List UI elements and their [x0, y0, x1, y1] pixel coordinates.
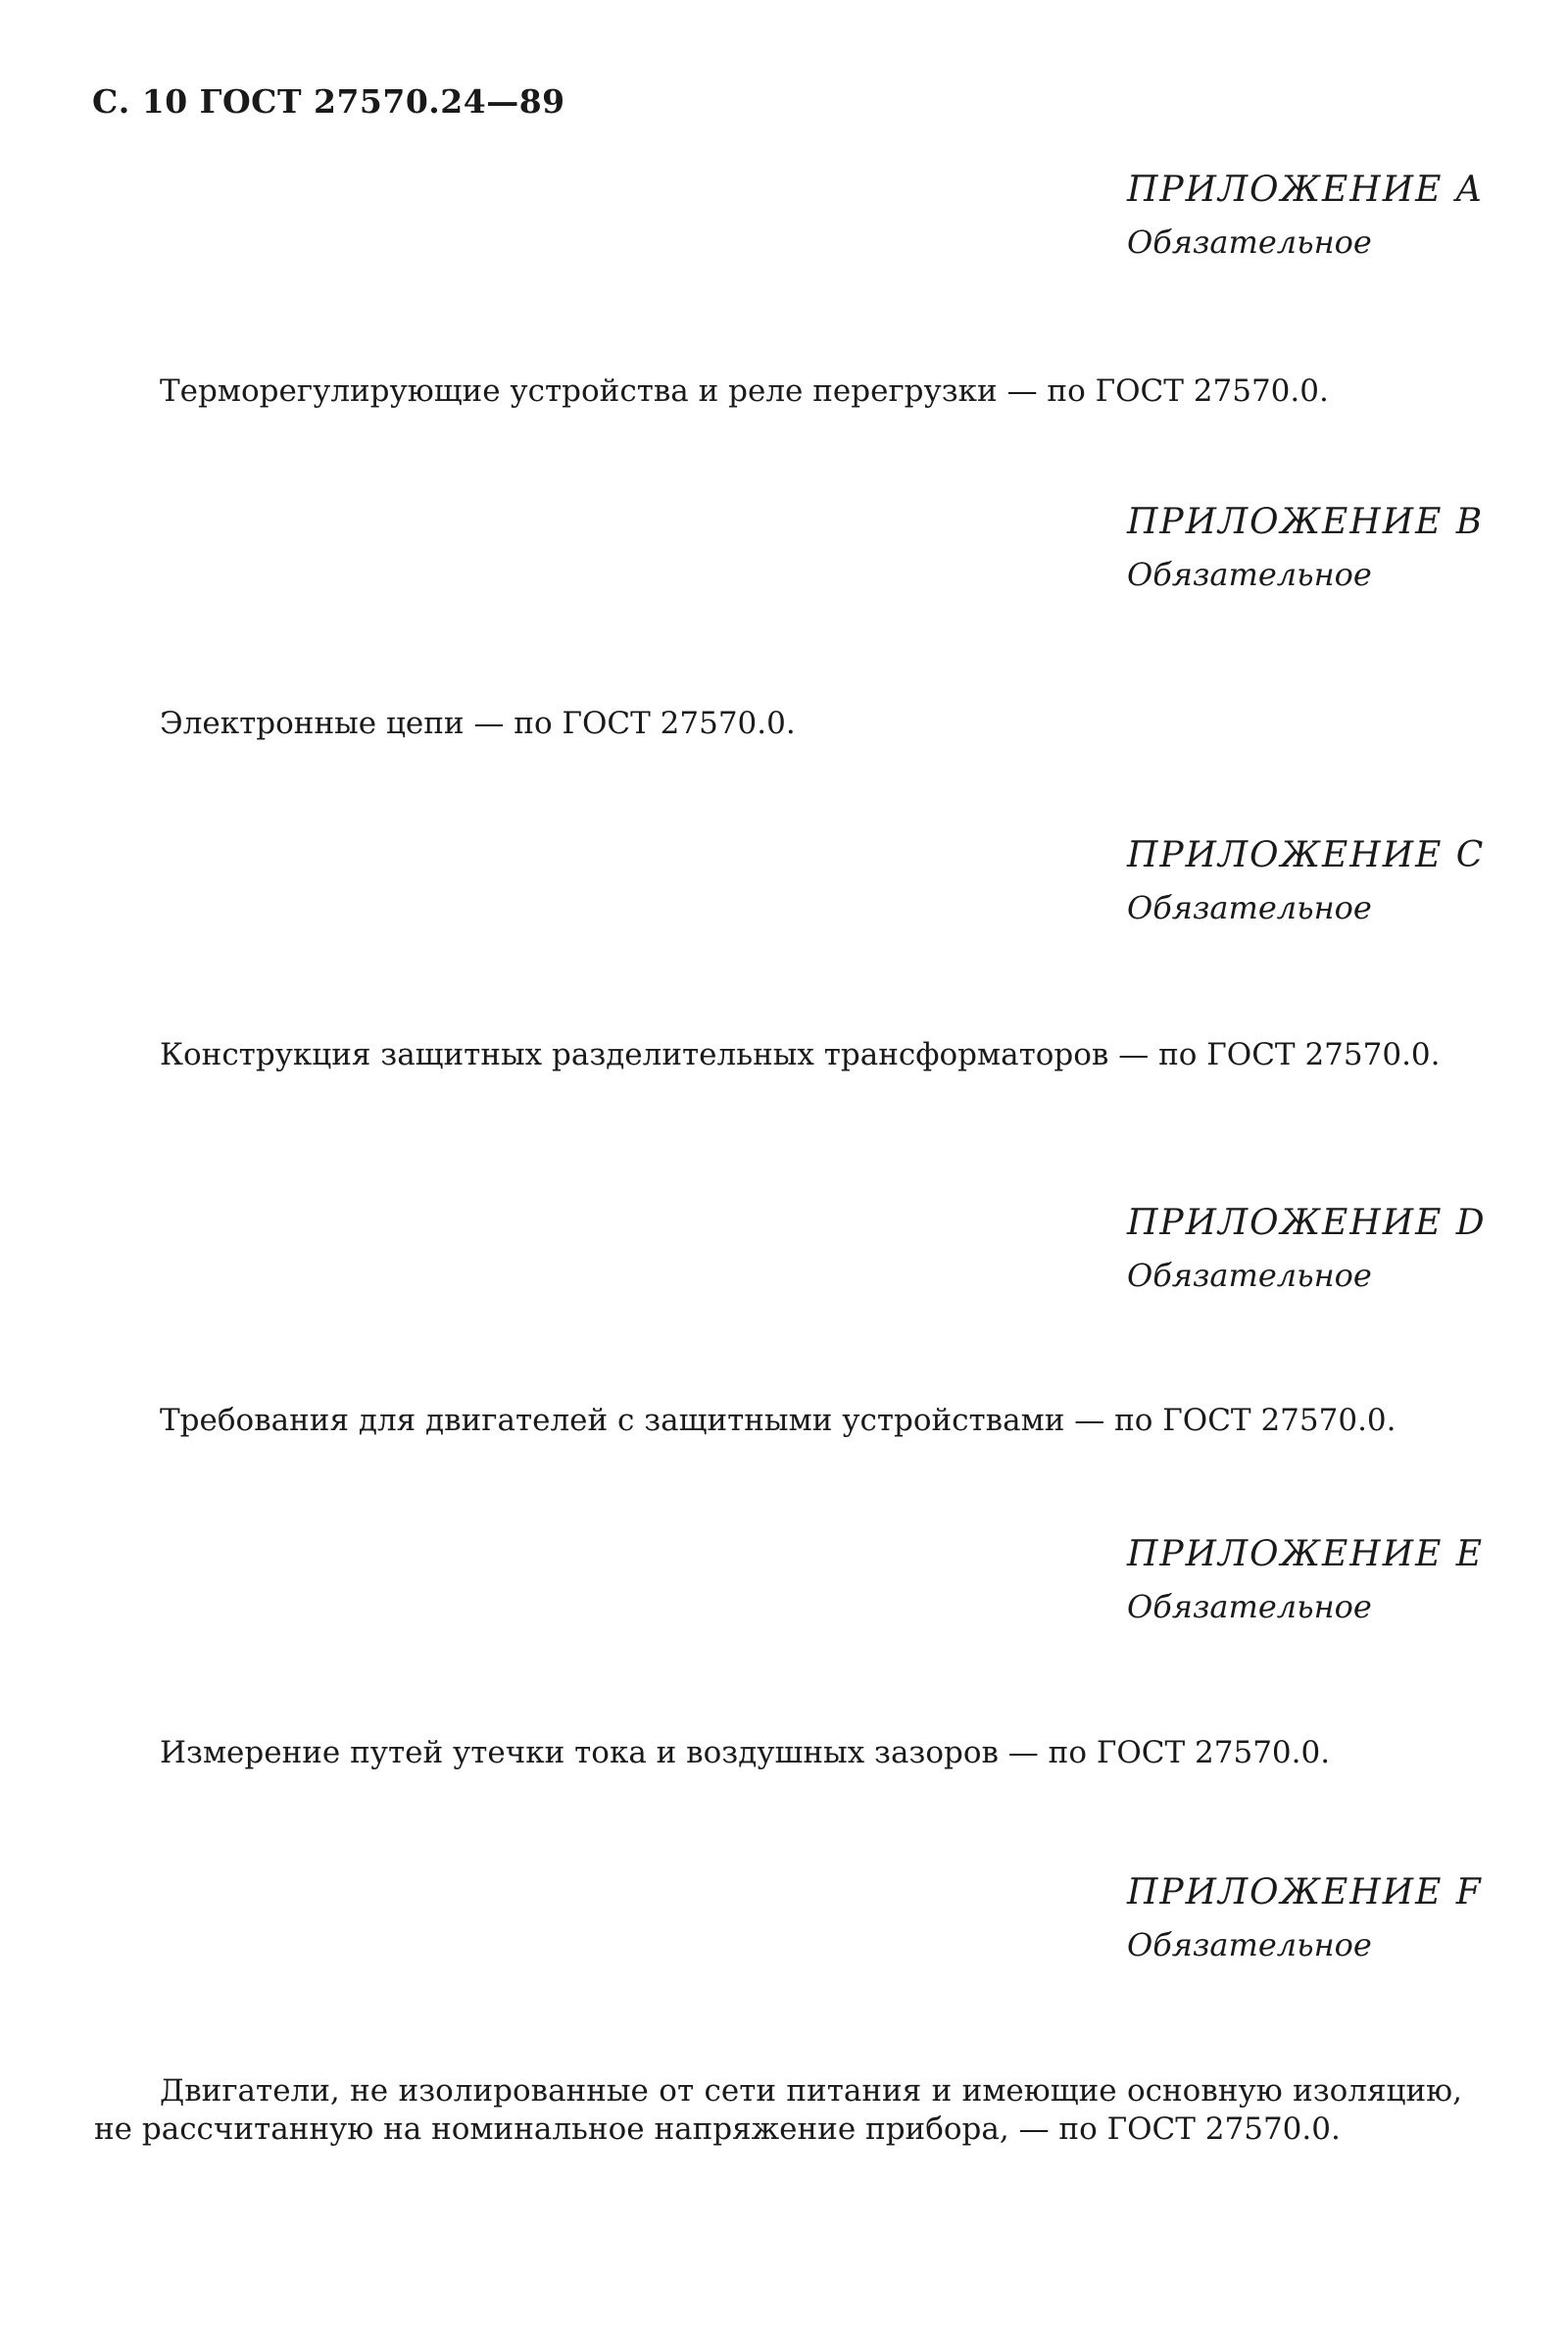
annex-d-status: Обязательное	[1127, 1257, 1372, 1294]
annex-d-title: ПРИЛОЖЕНИЕ D	[1127, 1203, 1487, 1243]
annex-d-text: Требования для двигателей с защитными устройствами — по ГОСТ 27570.0.	[160, 1403, 1396, 1438]
annex-a-title: ПРИЛОЖЕНИЕ A	[1127, 170, 1484, 210]
annex-e-heading	[1127, 1533, 1485, 1627]
annex-a-text: Терморегулирующие устройства и реле перегрузки — по ГОСТ 27570.0.	[160, 373, 1329, 409]
annex-e-title: ПРИЛОЖЕНИЕ E	[1127, 1534, 1485, 1574]
annex-b-text: Электронные цепи — по ГОСТ 27570.0.	[160, 706, 796, 741]
annex-f-text: Двигатели, не изолированные от сети питания и имеющие основную изоляцию, не рассчитанную на номинальное напряжение прибора, — по ГОСТ 27570.0.	[94, 2073, 1462, 2147]
annex-f-heading	[1127, 1871, 1483, 1965]
annex-a-status: Обязательное	[1127, 223, 1372, 261]
annex-b-heading	[1127, 501, 1485, 595]
annex-c-text: Конструкция защитных разделительных трансформаторов — по ГОСТ 27570.0.	[160, 1037, 1441, 1072]
annex-b-status: Обязательное	[1127, 556, 1372, 593]
annex-e-status: Обязательное	[1127, 1588, 1372, 1625]
annex-c-heading	[1127, 834, 1486, 928]
annex-d-heading	[1127, 1202, 1487, 1296]
annex-f-status: Обязательное	[1127, 1926, 1372, 1963]
annex-c-title: ПРИЛОЖЕНИЕ C	[1127, 835, 1486, 875]
annex-f-title: ПРИЛОЖЕНИЕ F	[1127, 1872, 1483, 1912]
annex-a-heading	[1127, 169, 1484, 263]
annex-c-status: Обязательное	[1127, 889, 1372, 926]
annex-b-title: ПРИЛОЖЕНИЕ B	[1127, 502, 1485, 542]
annex-e-text: Измерение путей утечки тока и воздушных зазоров — по ГОСТ 27570.0.	[160, 1735, 1331, 1770]
page-header: С. 10 ГОСТ 27570.24—89	[92, 82, 565, 121]
